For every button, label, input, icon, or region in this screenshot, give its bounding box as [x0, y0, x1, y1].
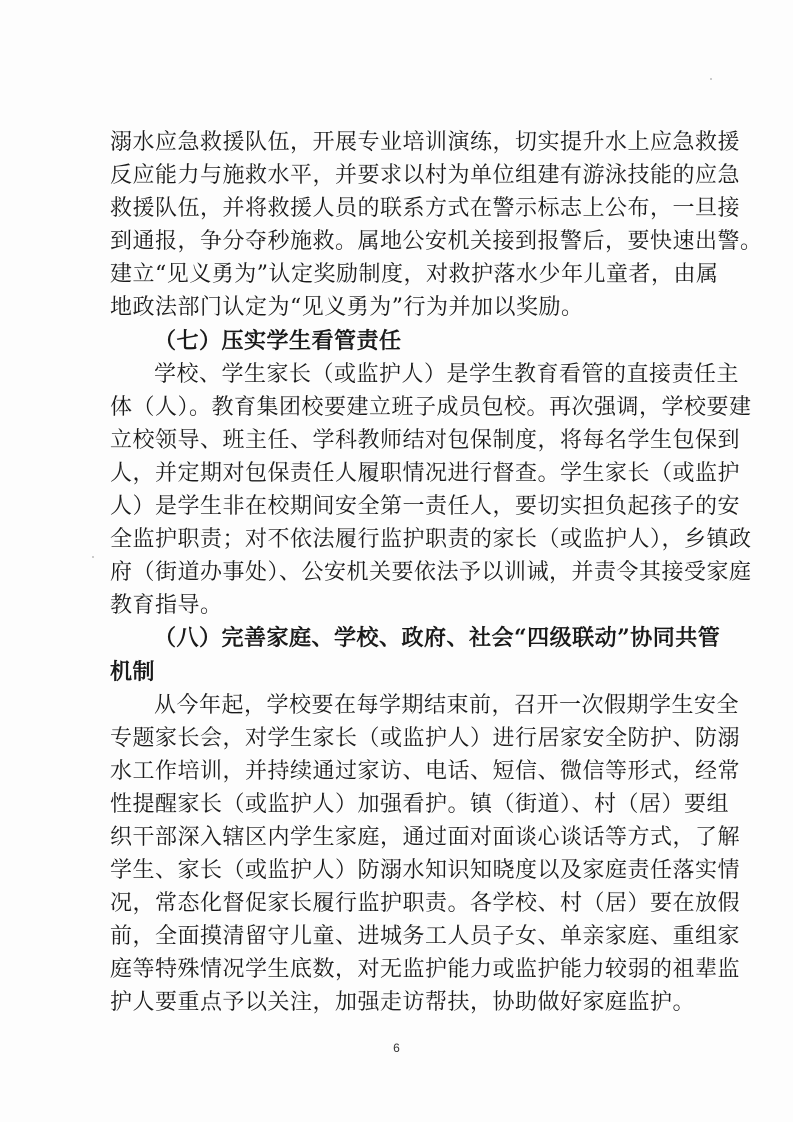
body-line: 性提醒家长（或监护人）加强看护。镇（街道）、村（居）要组 — [110, 791, 730, 817]
body-line: 全监护职责；对不依法履行监护职责的家长（或监护人），乡镇政 — [110, 527, 752, 553]
body-line: 府（街道办事处）、公安机关要依法予以训诫，并责令其接受家庭 — [110, 560, 752, 586]
body-line: 学校、学生家长（或监护人）是学生教育看管的直接责任主 — [154, 361, 740, 387]
scan-speck — [710, 78, 712, 80]
body-line: 救援队伍，并将救援人员的联系方式在警示标志上公布，一旦接 — [110, 196, 741, 222]
body-line: 到通报，争分夺秒施救。属地公安机关接到报警后，要快速出警。 — [110, 229, 763, 255]
body-line: 前，全面摸清留守儿童、进城务工人员子女、单亲家庭、重组家 — [110, 924, 741, 950]
body-line: 立校领导、班主任、学科教师结对包保制度，将每名学生包保到 — [110, 427, 741, 453]
body-line: 护人要重点予以关注，加强走访帮扶，协助做好家庭监护。 — [110, 990, 696, 1016]
section-heading-7: （七）压实学生看管责任 — [154, 327, 402, 354]
scan-speck — [92, 556, 94, 558]
body-line: 况，常态化督促家长履行监护职责。各学校、村（居）要在放假 — [110, 891, 741, 917]
body-line: 建立“见义勇为”认定奖励制度，对救护落水少年儿童者，由属 — [110, 262, 719, 288]
body-line: 专题家长会，对学生家长（或监护人）进行居家安全防护、防溺 — [110, 725, 741, 751]
body-line: 教育指导。 — [110, 593, 223, 619]
body-line: 水工作培训，并持续通过家访、电话、短信、微信等形式，经常 — [110, 758, 741, 784]
body-line: 反应能力与施救水平，并要求以村为单位组建有游泳技能的应急 — [110, 163, 741, 189]
section-heading-8: （八）完善家庭、学校、政府、社会“四级联动”协同共管 — [154, 625, 721, 652]
body-line: 体（人）。教育集团校要建立班子成员包校。再次强调，学校要建 — [110, 394, 752, 420]
body-line: 溺水应急救援队伍，开展专业培训演练，切实提升水上应急救援 — [110, 130, 741, 155]
body-line: 地政法部门认定为“见义勇为”行为并加以奖励。 — [110, 295, 584, 321]
document-body — [110, 126, 763, 1020]
body-line: 学生、家长（或监护人）防溺水知识知晓度以及家庭责任落实情 — [110, 858, 741, 884]
body-line: 人）是学生非在校期间安全第一责任人，要切实担负起孩子的安 — [110, 494, 741, 520]
body-line: 庭等特殊情况学生底数，对无监护能力或监护能力较弱的祖辈监 — [110, 957, 741, 983]
body-line: 人，并定期对包保责任人履职情况进行督查。学生家长（或监护 — [110, 460, 741, 486]
body-line: 织干部深入辖区内学生家庭，通过面对面谈心谈话等方式，了解 — [110, 824, 741, 850]
section-heading-8-continued: 机制 — [110, 658, 156, 685]
page-number: 6 — [393, 1041, 400, 1055]
body-line: 从今年起，学校要在每学期结束前，召开一次假期学生安全 — [154, 692, 740, 718]
